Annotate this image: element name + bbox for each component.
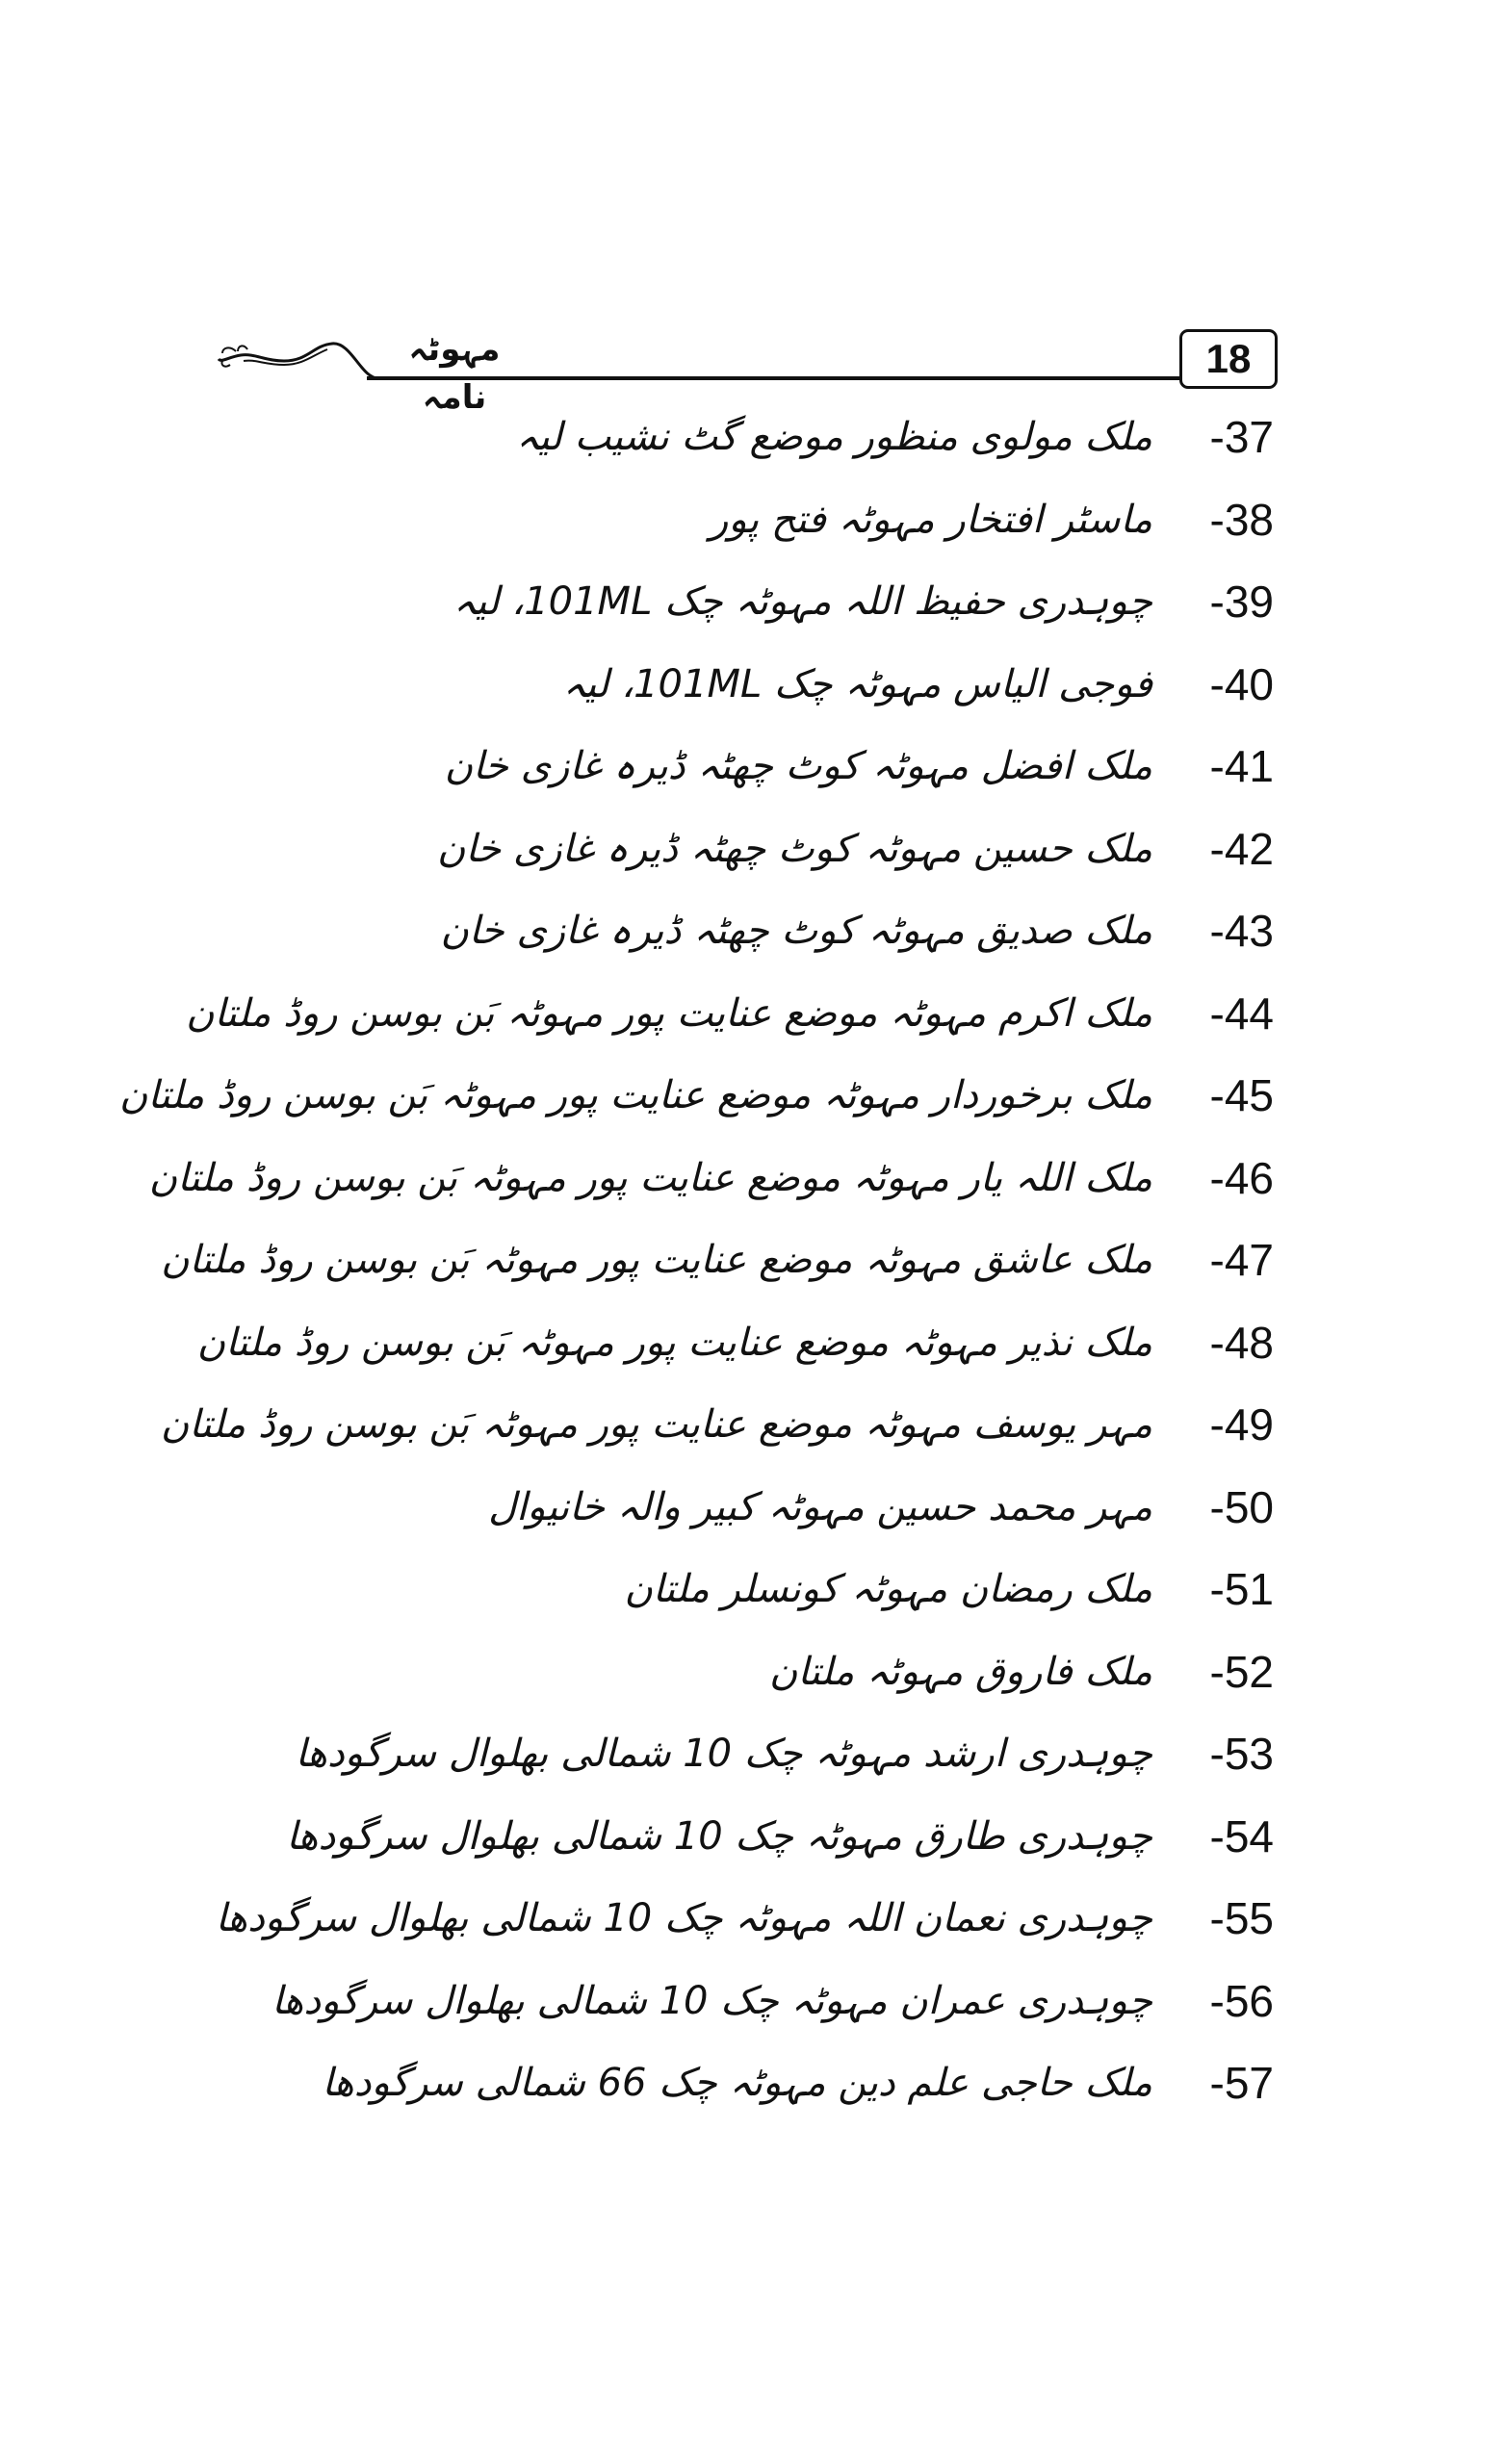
entry-text: چوہدری حفیظ اللہ مہوٹہ چک 101ML، لیہ	[453, 579, 1152, 624]
entry-number: -49	[1209, 1399, 1274, 1450]
entry-number: -41	[1209, 741, 1274, 791]
list-item	[272, 1963, 1280, 2040]
entry-text: ملک افضل مہوٹہ کوٹ چھٹہ ڈیرہ غازی خان	[444, 744, 1152, 788]
list-item	[289, 892, 1280, 969]
entry-text: ملک مولوی منظور موضع گٹ نشیب لیہ	[516, 415, 1152, 459]
entry-text: ملک فاروق مہوٹہ ملتان	[769, 1649, 1152, 1694]
page-number: 18	[1179, 329, 1278, 389]
entry-text: ملک عاشق مہوٹہ موضع عنایت پور مہوٹہ بَن بوسن روڈ ملتان	[161, 1238, 1152, 1282]
entry-number: -38	[1209, 494, 1274, 545]
entry-number: -55	[1209, 1893, 1274, 1943]
entry-text: مہر محمد حسین مہوٹہ کبیر والہ خانیوال	[488, 1484, 1152, 1529]
list-item	[118, 1057, 1280, 1134]
entry-number: -54	[1209, 1810, 1274, 1861]
list-item	[286, 1798, 1280, 1875]
entry-text: چوہدری طارق مہوٹہ چک 10 شمالی بھلوال سرگودھا	[286, 1813, 1152, 1859]
entry-text: ملک صدیق مہوٹہ کوٹ چھٹہ ڈیرہ غازی خان	[440, 909, 1152, 953]
entry-text: چوہدری نعمان اللہ مہوٹہ چک 10 شمالی بھلوال سرگودھا	[215, 1896, 1152, 1940]
entry-text: فوجی الیاس مہوٹہ چک 101ML، لیہ	[562, 661, 1152, 706]
list-item	[148, 1140, 1280, 1217]
entry-number: -52	[1209, 1646, 1274, 1697]
entry-text: ملک حاجی علم دین مہوٹہ چک 66 شمالی سرگودھا	[322, 2061, 1152, 2105]
entry-text: ملک حسین مہوٹہ کوٹ چھٹہ ڈیرہ غازی خان	[436, 826, 1152, 871]
list-item	[289, 1551, 1280, 1628]
list-item	[289, 563, 1280, 640]
list-item	[160, 1386, 1280, 1463]
book-title: مہوٹہ نامہ	[408, 330, 501, 417]
list-item	[289, 2044, 1280, 2121]
entry-number: -46	[1209, 1152, 1274, 1203]
list-item	[289, 646, 1280, 723]
entry-number: -44	[1209, 988, 1274, 1039]
entry-text: ملک نذیر مہوٹہ موضع عنایت پور مہوٹہ بَن بوسن روڈ ملتان	[196, 1320, 1152, 1365]
entry-number: -45	[1209, 1070, 1274, 1120]
entry-text: ملک برخوردار مہوٹہ موضع عنایت پور مہوٹہ بَن بوسن روڈ ملتان	[118, 1073, 1152, 1117]
list-item	[289, 810, 1280, 887]
entry-number: -43	[1209, 906, 1274, 956]
list-item	[289, 1633, 1280, 1710]
entry-number: -42	[1209, 823, 1274, 874]
entry-number: -37	[1209, 412, 1274, 462]
entry-text: مہر یوسف مہوٹہ موضع عنایت پور مہوٹہ بَن بوسن روڈ ملتان	[160, 1402, 1152, 1447]
entry-text: ملک رمضان مہوٹہ کونسلر ملتان	[624, 1567, 1152, 1611]
list-item	[289, 1715, 1280, 1792]
list-item	[186, 975, 1280, 1052]
entry-text: ملک اکرم مہوٹہ موضع عنایت پور مہوٹہ بَن بوسن روڈ ملتان	[186, 990, 1152, 1036]
list-item	[161, 1221, 1280, 1298]
entry-text: ماسٹر افتخار مہوٹہ فتح پور	[710, 497, 1152, 542]
header-rule	[367, 376, 1181, 380]
list-item	[215, 1880, 1280, 1957]
entry-number: -39	[1209, 577, 1274, 627]
entry-number: -57	[1209, 2058, 1274, 2108]
list-item	[289, 728, 1280, 805]
entry-number: -47	[1209, 1235, 1274, 1285]
list-item	[289, 1469, 1280, 1546]
list-item	[289, 398, 1280, 475]
list-item	[289, 481, 1280, 558]
entry-number: -48	[1209, 1317, 1274, 1368]
entry-text: چوہدری ارشد مہوٹہ چک 10 شمالی بھلوال سرگودھا	[295, 1732, 1152, 1776]
list-item	[196, 1304, 1280, 1381]
entry-number: -53	[1209, 1729, 1274, 1779]
entry-number: -40	[1209, 658, 1274, 709]
ornament-flourish-icon	[217, 332, 380, 380]
entry-text: چوہدری عمران مہوٹہ چک 10 شمالی بھلوال سرگودھا	[272, 1978, 1152, 2023]
entry-number: -56	[1209, 1975, 1274, 2026]
entry-text: ملک اللہ یار مہوٹہ موضع عنایت پور مہوٹہ بَن بوسن روڈ ملتان	[148, 1155, 1152, 1200]
entry-number: -51	[1209, 1564, 1274, 1614]
entry-number: -50	[1209, 1481, 1274, 1532]
